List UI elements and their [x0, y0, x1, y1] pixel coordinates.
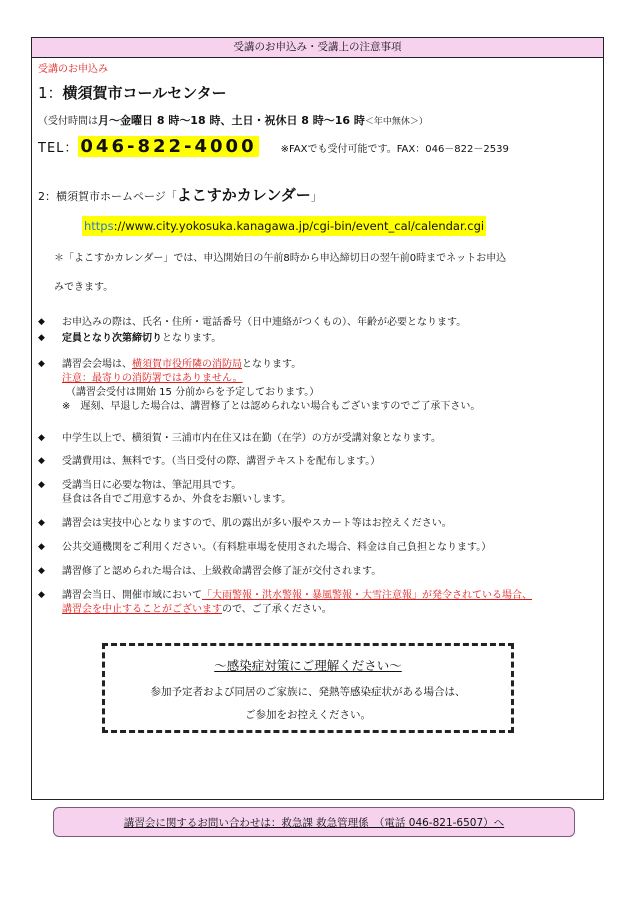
- hours-main: 月～金曜日 8 時～18 時、土日・祝休日 8 時～16 時: [98, 114, 365, 127]
- infection-box: [102, 643, 514, 733]
- infection-title: ～感染症対策にご理解ください～: [214, 658, 402, 673]
- bullet-icon: ◆: [38, 480, 45, 490]
- bullet-icon: ◆: [38, 566, 45, 576]
- note-eligibility: 中学生以上で、横須賀・三浦市内在住又は在勤（在学）の方が受講対象となります。: [62, 433, 441, 444]
- website-heading: [38, 186, 322, 206]
- notice-body: [32, 58, 603, 799]
- weather-pre: 講習会当日、開催市域において: [62, 590, 202, 601]
- reception-time: （講習会受付は開始 15 分前からを予定しております。）: [66, 387, 320, 398]
- url-rest: ://www.city.yokosuka.kanagawa.jp/cgi-bin/event_cal/calendar.cgi: [113, 219, 485, 233]
- website-label-close: 」: [310, 190, 322, 203]
- section-label: 受講のお申込み: [38, 64, 108, 75]
- note-fee: 受講費用は、無料です。（当日受付の際、講習テキストを配布します。）: [62, 456, 381, 467]
- bullet-icon: ◆: [38, 359, 45, 369]
- bullet-icon: ◆: [38, 333, 45, 343]
- calendar-url[interactable]: [82, 216, 486, 236]
- tel-label: TEL：: [38, 141, 79, 156]
- hours-suffix: ＜年中無休＞）: [364, 117, 428, 127]
- tel-number[interactable]: 046-822-4000: [80, 136, 257, 157]
- bullet-icon: ◆: [38, 433, 45, 443]
- note-application: [62, 316, 466, 330]
- notice-frame: [31, 37, 604, 800]
- venue-post: となります。: [242, 359, 302, 370]
- note-clothing: 講習会は実技中心となりますので、肌の露出が多い服やスカート等はお控えください。: [62, 518, 452, 529]
- weather-warning: 「大雨警報・洪水警報・暴風警報・大雪注意報」が発令されている場合、: [202, 590, 532, 601]
- call-center-heading: [38, 82, 227, 103]
- page-title: 受講のお申込み・受講上の注意事項: [32, 38, 603, 58]
- weather-post: ので、ご了承ください。: [222, 604, 332, 615]
- tel-row: [38, 136, 509, 161]
- fax-note: ※FAXでも受付可能です。FAX：046－822－2539: [280, 144, 509, 155]
- hours-prefix: （受付時間は: [38, 116, 98, 127]
- url-scheme: https: [84, 219, 114, 233]
- option1-number: 1：: [38, 84, 63, 102]
- infection-line2: ご参加をお控えください。: [245, 709, 371, 721]
- bullet-icon: ◆: [38, 518, 45, 528]
- bullet-icon: ◆: [38, 542, 45, 552]
- note-transport: 公共交通機関をご利用ください。（有料駐車場を使用された場合、料金は自己負担となります。）: [62, 542, 492, 553]
- venue-pre: 講習会会場は、: [62, 359, 132, 370]
- belongings-line2: 昼食は各自でご用意するか、外食をお願いします。: [62, 494, 292, 505]
- website-label: 横須賀市ホームページ「: [56, 190, 177, 203]
- note-venue: [62, 358, 480, 414]
- bullet-icon: ◆: [38, 590, 45, 600]
- note-weather: [62, 589, 532, 617]
- note-capacity: [62, 332, 221, 346]
- calendar-note-line2: みできます。: [54, 282, 114, 293]
- bullet-icon: ◆: [38, 317, 45, 327]
- capacity-bold: 定員となり次第締切り: [62, 333, 162, 344]
- contact-text: 講習会に関するお問い合わせは：救急課 救急管理係 （電話 046-821-6507）へ: [123, 817, 505, 829]
- calendar-note-line1: ＊「よこすかカレンダー」では、申込開始日の午前8時から申込締切日の翌午前0時までネットお申込: [54, 253, 507, 264]
- infection-line1: 参加予定者および同居のご家族に、発熱等感染症状がある場合は、: [150, 686, 466, 698]
- venue-name: 横須賀市役所隣の消防局: [132, 359, 242, 370]
- bullet-icon: ◆: [38, 456, 45, 466]
- late-note: ※ 遅刻、早退した場合は、講習修了とは認められない場合もございますのでご了承下さい。: [62, 401, 481, 412]
- belongings-line1: 受講当日に必要な物は、筆記用具です。: [62, 480, 242, 491]
- note-belongings: [62, 479, 291, 507]
- option2-number: 2：: [38, 190, 56, 203]
- note-application-line1: お申込みの際は、氏名・住所・電話番号（日中連絡がつくもの）、年齢が必要となります。: [62, 317, 467, 328]
- note-certificate: 講習修了と認められた場合は、上級救命講習会修了証が交付されます。: [62, 566, 382, 577]
- venue-warning: 注意：最寄りの消防署ではありません。: [62, 373, 243, 384]
- contact-footer: [53, 807, 575, 837]
- call-center-hours: [38, 112, 428, 128]
- website-name: よこすかカレンダー: [176, 186, 311, 204]
- capacity-rest: となります。: [162, 333, 222, 344]
- weather-cancel: 講習会を中止することがございます: [62, 604, 222, 615]
- call-center-name: 横須賀市コールセンター: [62, 84, 227, 102]
